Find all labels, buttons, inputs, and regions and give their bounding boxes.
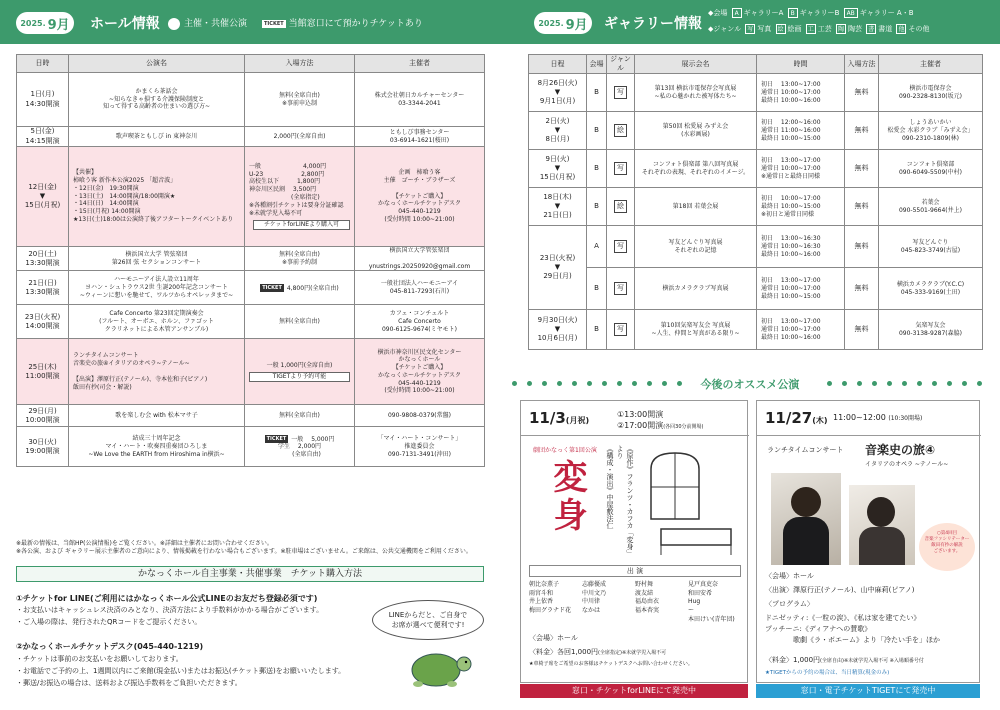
venue-legend: ◆会場 A ギャラリーA B ギャラリーB AB ギャラリー A・B [708, 9, 914, 17]
program-item: 歌劇《ラ・ボエーム》より「冷たい手を」ほか [765, 635, 940, 644]
window-bed-illustration [631, 449, 743, 559]
dot [542, 381, 547, 386]
exhibit-venue: B [587, 310, 607, 350]
exhibit-organizer: コンフォト倶楽部 090-6049-5509(中村) [879, 150, 983, 188]
gallery-table [528, 54, 983, 350]
cast-member: 井上依香 [529, 598, 554, 606]
purchase-title: かなっくホール自主事業・共催事業 チケット購入方法 [16, 566, 484, 582]
cast-member: 本田けい(青年団) [688, 615, 735, 623]
table-row [17, 305, 485, 339]
footnotes [16, 540, 486, 557]
exhibit-date: 9月30日(火) ▼ 10月6日(月) [529, 310, 587, 350]
event-date: 12日(金) ▼ 15日(月祝) [17, 147, 69, 247]
exhibit-genre [607, 226, 635, 268]
dot [887, 381, 892, 386]
table-row [17, 405, 485, 427]
cast-member: 和田安希 [688, 589, 713, 597]
hall-events-table [16, 54, 485, 467]
program-item: ドニゼッティ:《一粒の涙》、《私は家を建てたい》 [765, 614, 921, 622]
program-item: プッチーニ:《ディアナへの賛歌》 [765, 624, 872, 633]
cta-tiget[interactable]: 窓口・電子チケットTIGETにて発売中 [756, 684, 980, 698]
event-venue: 〈会場〉ホール [529, 634, 578, 642]
event-card-henshin [520, 400, 748, 683]
genre-icon: 写 [614, 323, 627, 336]
exhibit-time: 初日 13:00~17:00 通常日 10:00~17:00 最終日 10:00~16:00 [757, 310, 845, 350]
exhibit-time: 初日 13:00~17:00 通常日 10:00~17:00 ※通常日と最終日同様 [757, 150, 845, 188]
entry-text: 無料(全席自由) [279, 317, 320, 325]
cast-member: 野村舞 [635, 581, 654, 588]
dot [962, 381, 967, 386]
exhibit-organizer: 若葉会 090-5501-9664(井上) [879, 188, 983, 226]
event-date: 5日(金) 14:15開演 [17, 127, 69, 147]
exhibit-venue: B [587, 188, 607, 226]
event-entry [245, 271, 355, 305]
dot [932, 381, 937, 386]
entry-text: 4,800円(全席自由) [286, 284, 339, 292]
painting-icon: 絵 [777, 26, 784, 33]
entry-text: 一般 1,000円(全席自由) [266, 361, 333, 369]
event-date: 29日(月) 10:00開演 [17, 405, 69, 427]
exhibit-time: 初日 13:00~17:00 通常日 10:00~17:00 最終日 10:00~15:00 [757, 268, 845, 310]
dot [857, 381, 862, 386]
footnote: ※各公演、および ギャラリー展示主催者のご意向により、情報掲載を行わない場合もございます。※駐車場はございません。ご来館は、公共交通機関をご利用ください。 [16, 548, 472, 556]
exhibit-date: 8月26日(火) ▼ 9月1日(月) [529, 74, 587, 112]
event-entry [245, 427, 355, 467]
ticket-legend: TICKET 当館窓口にて預かりチケットあり [264, 19, 423, 29]
event-date: 1日(月) 14:30開演 [17, 73, 69, 127]
event-title: 歌声喫茶ともしび in 東神奈川 [69, 127, 245, 147]
exhibit-name: コンフォト倶楽部 第八回写真展 それぞれの表現、それぞれのイメージ。 [635, 150, 757, 188]
cast-member: ー [688, 607, 695, 615]
cast-member [635, 616, 688, 625]
col-date: 日時 [17, 55, 69, 73]
event-title: かまくら茶話会 ~知らなきゃ損する介護保険制度と 知って得する高齢者の住まいの選び方~ [69, 73, 245, 127]
event-title-big: 変身 [547, 459, 587, 535]
event-date: 21日(日) 13:30開演 [17, 271, 69, 305]
ticket-icon: TICKET [266, 435, 287, 442]
cast-member: Hug [688, 598, 701, 606]
concert-subtitle: イタリアのオペラ ~テノール~ [865, 461, 949, 468]
sponsor-legend: 主催・共催公演 [168, 16, 247, 30]
series-label: ランチタイムコンサート [767, 446, 844, 454]
exhibit-organizer: 横浜市電保存会 090-2328-8130(坂元) [879, 74, 983, 112]
exhibit-venue: B [587, 74, 607, 112]
event-organizer: ともしび事務センター 03-6914-1621(桜田) [355, 127, 485, 147]
event-organizer: 横浜市神奈川区民文化センター かなっくホール 【チケットご購入】 かなっくホールチケットデスク 045-440-1219 (受付時間 10:00~21:00) [355, 339, 485, 405]
col-title: 公演名 [69, 55, 245, 73]
list-item: ・ご入場の際は、発行されたQRコードをご提示ください。 [16, 617, 202, 626]
event-organizer: 横浜国立大学管弦楽団 ynustrings.20250920@gmail.com [355, 247, 485, 271]
exhibit-entry: 無料 [845, 268, 879, 310]
gallery-info-header [500, 0, 1000, 44]
dot [977, 381, 982, 386]
cast-member: 朝比奈薫子 [529, 581, 560, 588]
other-icon: 他 [898, 26, 905, 33]
col-time: 時間 [757, 55, 845, 74]
list-item: ・お電話でご予約の上、1週間以内にご来館(現金払い)またはお振込(チケット郵送)をお願いいたします。 [16, 666, 346, 675]
entry-text: 無料(全席自由) ※事前申込制 [279, 91, 320, 107]
event-organizer: カフェ・コンチェルト Cafe Concerto 090-6125-9674(ミヤモト) [355, 305, 485, 339]
exhibit-name: 写友どんぐり写真展 それぞれの記憶 [635, 226, 757, 268]
exhibit-time: 初日 10:00~17:00 最終日 10:00~15:00 ※初日と通常日同様 [757, 188, 845, 226]
entry-text: 一般 5,000円 学生 2,000円 (全席自由) [277, 435, 335, 459]
table-row [529, 150, 983, 188]
event-entry [245, 73, 355, 127]
desk-items [16, 654, 345, 690]
entry-text: 2,000円(全席自由) [273, 132, 326, 140]
exhibit-name: 第50回 松愛展 みずえ会 (水彩画展) [635, 112, 757, 150]
exhibit-entry: 無料 [845, 310, 879, 350]
event-entry [245, 305, 355, 339]
exhibit-name: 第10回気楽写友会 写真展 ~人生、仲間と写真がある限り~ [635, 310, 757, 350]
event-notes: ★車椅子席をご希望のお客様はチケットデスクへお問い合わせください。 [529, 661, 693, 667]
event-title: ランチタイムコンサート 音楽史の旅④イタリアのオペラ~テノール~ 【出演】澤原行正(テノール)、寺本佐和子(ピアノ) 飯田有抄(司会・解説) [69, 339, 245, 405]
event-date: 11/3(月祝) [529, 409, 590, 427]
exhibit-genre [607, 188, 635, 226]
exhibit-date: 18日(木) ▼ 21日(日) [529, 188, 587, 226]
turtle-icon [402, 644, 474, 692]
dot [872, 381, 877, 386]
exhibit-genre [607, 74, 635, 112]
venue-b-icon: B [788, 8, 798, 18]
dot [602, 381, 607, 386]
photo-icon: 写 [747, 26, 754, 33]
event-entry [245, 247, 355, 271]
event-entry [245, 339, 355, 405]
concert-title: 音楽史の旅④ [865, 443, 936, 457]
exhibit-genre [607, 310, 635, 350]
exhibit-venue: A [587, 226, 607, 268]
exhibit-date: 9日(火) ▼ 15日(月祝) [529, 150, 587, 188]
event-date: 25日(木) 11:00開演 [17, 339, 69, 405]
exhibit-entry: 無料 [845, 74, 879, 112]
event-entry [245, 147, 355, 247]
ticket-icon: TICKET [262, 284, 282, 291]
gallery-info-page [500, 0, 1000, 710]
program-list [765, 613, 940, 646]
desk-heading: ②かなっくホールチケットデスク(045-440-1219) [16, 642, 204, 651]
cast-member [529, 616, 582, 625]
entry-text: 無料(全席自由) ※事前予約制 [279, 250, 320, 266]
dot [512, 381, 517, 386]
line-bubble: LINEからだと、ご自身で お席が選べて便利です! [372, 600, 484, 640]
genre-icon: 写 [614, 240, 627, 253]
page-title: ギャラリー情報 [604, 16, 702, 32]
dot [617, 381, 622, 386]
table-row [529, 74, 983, 112]
event-cast: 〈出演〉澤原行正(テノール)、山中麻莉(ピアノ) [765, 586, 915, 594]
dot [902, 381, 907, 386]
calligraphy-icon: 書 [868, 26, 875, 33]
dot [572, 381, 577, 386]
event-date: 30日(火) 19:00開演 [17, 427, 69, 467]
exhibit-time: 初日 13:00~16:30 通常日 10:00~16:30 最終日 10:00~16:00 [757, 226, 845, 268]
event-title: 歌を楽しむ会 with 松本マサ子 [69, 405, 245, 427]
list-item: ・郵送/お振込の場合は、送料および振込手数料をご負担いただきます。 [16, 678, 242, 687]
genre-legend: ◆ジャンル 写 写真 絵 絵画 工 工芸 陶 陶芸 書 書道 他 その他 [708, 25, 930, 33]
event-title: 【共催】 柿喰う客 新作本公演2025 「超音波」 ・12日(金) 19:30開演 ・13日(土) 14:00開演/18:00開演★ ・14日(日) 14:00開演 ・15日(月祝) 14:00開演 ★13日(土)18:00は公演終了後アフタートークイベントあり [69, 147, 245, 247]
pianist-photo [849, 485, 915, 565]
table-row [17, 127, 485, 147]
genre-icon: 絵 [614, 200, 627, 213]
exhibit-entry: 無料 [845, 150, 879, 188]
line-heading: ①チケットfor LINE(ご利用にはかなっくホール公式LINEのお友だち登録必須です) [16, 594, 318, 603]
event-time: 11:00~12:00 (10:30開場) [833, 413, 923, 422]
ticket-icon: TICKET [264, 20, 284, 27]
event-price: 〈料金〉各回1,000円(全席指定)※未就学児入場不可 [529, 648, 667, 656]
genre-icon: 写 [614, 86, 627, 99]
month-badge: 2025. 9月 [534, 12, 592, 34]
exhibit-name: 第13回 横浜市電保存会写真展 ~私の心魅かれた被写体たち~ [635, 74, 757, 112]
cast-member [582, 616, 635, 625]
event-title: 結成三十周年記念 マイ・ハート・吹奏四重奏団ひろしま ~We Love the EARTH from Hiroshima in横浜~ [69, 427, 245, 467]
exhibit-venue: B [587, 268, 607, 310]
col-genre: ジャンル [607, 55, 635, 74]
dot [527, 381, 532, 386]
col-entry: 入場方法 [845, 55, 879, 74]
credits-vertical: 《原作》フランツ・カフカ「変身」より 《構成・演出》中屋敷法仁 [606, 445, 634, 554]
exhibit-genre [607, 268, 635, 310]
facilitator-badge: ○第4回目 音楽ファシリテーター 飯田有抄の解説 ございます。 [919, 523, 975, 571]
cast-member: 福本杏実 [635, 607, 660, 615]
exhibit-organizer: 写友どんぐり 045-823-3749(古屋) [879, 226, 983, 268]
event-organizer: 「マイ・ハート・コンサート」 推進委員会 090-7131-3491(沖田) [355, 427, 485, 467]
cast-label: 出 演 [529, 565, 741, 577]
cast-member: 雨宮斗和 [529, 589, 554, 597]
event-entry [245, 127, 355, 147]
dot [827, 381, 832, 386]
program-label: 〈プログラム〉 [765, 600, 814, 608]
company-label: 劇団かなっく第1回公演 [533, 447, 597, 454]
cast-member: 福島由衣 [635, 598, 660, 606]
table-row [529, 226, 983, 268]
cast-member: 見戸真吏奈 [688, 581, 719, 588]
genre-icon: 写 [614, 282, 627, 295]
table-row [529, 112, 983, 150]
event-organizer: 090-9808-0379(常盤) [355, 405, 485, 427]
cast-list [529, 581, 741, 624]
bird-icon [168, 18, 180, 30]
event-organizer: 企画 柿喰う客 主催 ゴーチ・ブラザーズ 【チケットご購入】 かなっくホールチケットデスク 045-440-1219 (受付時間 10:00~21:00) [355, 147, 485, 247]
dot [632, 381, 637, 386]
col-entry: 入場方法 [245, 55, 355, 73]
recommend-title: 今後のオススメ公演 [682, 376, 818, 392]
event-price: 〈料金〉1,000円(全席自由)※未就学児入場不可 ※入場順番号付 [765, 656, 924, 664]
entry-text: 無料(全席自由) [279, 411, 320, 419]
tiget-note: ★TIGETからの予約の場合は、当日精算(現金のみ) [765, 670, 890, 676]
event-date: 11/27(木) [765, 409, 828, 427]
dot [647, 381, 652, 386]
exhibit-genre [607, 150, 635, 188]
line-items [16, 605, 323, 629]
list-item: ・お支払いはキャッシュレス決済のみとなり、決済方法により手数料がかかる場合がございます。 [16, 606, 324, 614]
list-item: ・チケットは事前のお支払いをお願いしております。 [16, 655, 183, 663]
genre-icon: 絵 [614, 124, 627, 137]
event-organizer: 一般社団法人ハーモニーアイ 045-811-7293(石川) [355, 271, 485, 305]
table-row [17, 427, 485, 467]
event-title: Cafe Concerto 第23回定期演奏会 (フルート、オーボエ、ホルン、ファゴット クラリネットによる木管アンサンブル) [69, 305, 245, 339]
month-badge: 2025. 9月 [16, 12, 74, 34]
venue-a-icon: A [732, 8, 742, 18]
event-title: ハーモニーアイ法人設立11周年 ヨハン・シュトラウス2世 生誕200年記念コンサート ~ウィーンに想いを馳せて、ワルツからオペレッタまで~ [69, 271, 245, 305]
table-row [17, 147, 485, 247]
exhibit-venue: B [587, 112, 607, 150]
entry-note: チケットforLINEより購入可 [253, 220, 350, 230]
footnote: ※最新の情報は、当館HP(公演情報)をご覧ください。※詳細は主催者にお問い合わせください。 [16, 540, 273, 547]
exhibit-venue: B [587, 150, 607, 188]
dot [947, 381, 952, 386]
page-title: ホール情報 [90, 16, 160, 32]
event-card-lunchtime-concert [756, 400, 980, 683]
event-date: 20日(土) 13:30開演 [17, 247, 69, 271]
cast-member: 志藤優成 [582, 581, 607, 588]
craft-icon: 工 [807, 26, 814, 33]
exhibit-organizer: しょうあいかい 松愛会 水彩クラブ「みずえ会」 090-2310-1809(林) [879, 112, 983, 150]
cta-line-ticket[interactable]: 窓口・チケットforLINEにて発売中 [520, 684, 748, 698]
table-row [17, 271, 485, 305]
table-row [529, 188, 983, 226]
exhibit-genre [607, 112, 635, 150]
exhibit-entry: 無料 [845, 226, 879, 268]
exhibit-time: 初日 13:00~17:00 通常日 10:00~17:00 最終日 10:00~16:00 [757, 74, 845, 112]
col-venue: 会場 [587, 55, 607, 74]
genre-icon: 写 [614, 162, 627, 175]
dot [842, 381, 847, 386]
table-row [17, 247, 485, 271]
event-times: ①13:00開演 ②17:00開演(各回30分前開場) [617, 410, 704, 431]
entry-note: TIGETより予約可能 [249, 372, 350, 382]
col-organizer: 主催者 [879, 55, 983, 74]
ceramics-icon: 陶 [838, 26, 845, 33]
cast-member: なかは [582, 607, 601, 615]
dot [662, 381, 667, 386]
event-entry [245, 405, 355, 427]
dot [917, 381, 922, 386]
exhibit-entry: 無料 [845, 188, 879, 226]
col-organizer: 主催者 [355, 55, 485, 73]
table-row [17, 339, 485, 405]
cast-member: 中川律 [582, 598, 601, 606]
cast-member: 中川文乃 [582, 589, 607, 597]
col-name: 展示会名 [635, 55, 757, 74]
event-title: 横浜国立大学 管弦楽団 第26回 弦 セクションコンサート [69, 247, 245, 271]
event-venue: 〈会場〉ホール [765, 572, 814, 580]
event-date: 23日(火祝) 14:00開演 [17, 305, 69, 339]
exhibit-name: 第18回 若葉会展 [635, 188, 757, 226]
venue-ab-icon: AB [844, 8, 858, 18]
table-row [529, 310, 983, 350]
table-row [17, 73, 485, 127]
dot [587, 381, 592, 386]
cast-member: 渡友結 [635, 589, 654, 597]
tenor-photo [771, 473, 841, 565]
hall-info-header [0, 0, 500, 44]
table-row [529, 268, 983, 310]
cast-member: 梅田グラナド花 [529, 607, 572, 615]
exhibit-name: 横浜カメラクラブ写真展 [635, 268, 757, 310]
exhibit-organizer: 横浜カメラクラブ(Y.C.C) 045-333-9169(土田) [879, 268, 983, 310]
dot [557, 381, 562, 386]
entry-text: 一般 4,000円 U-23 2,800円 高校生以下 1,800円 神奈川区民割 3,500円 (全席指定) ※各種割引チケットは要身分証確認 ※未就学児入場不可 [249, 162, 344, 217]
exhibit-date: 2日(火) ▼ 8日(月) [529, 112, 587, 150]
exhibit-entry: 無料 [845, 112, 879, 150]
exhibit-time: 初日 12:00~16:00 通常日 11:00~16:00 最終日 10:00~15:00 [757, 112, 845, 150]
event-organizer: 株式会社朝日カルチャーセンター 03-3344-2041 [355, 73, 485, 127]
col-date: 日程 [529, 55, 587, 74]
exhibit-organizer: 気楽写友会 090-3138-9287(森脇) [879, 310, 983, 350]
exhibit-date: 23日(火祝) ▼ 29日(月) [529, 226, 587, 310]
